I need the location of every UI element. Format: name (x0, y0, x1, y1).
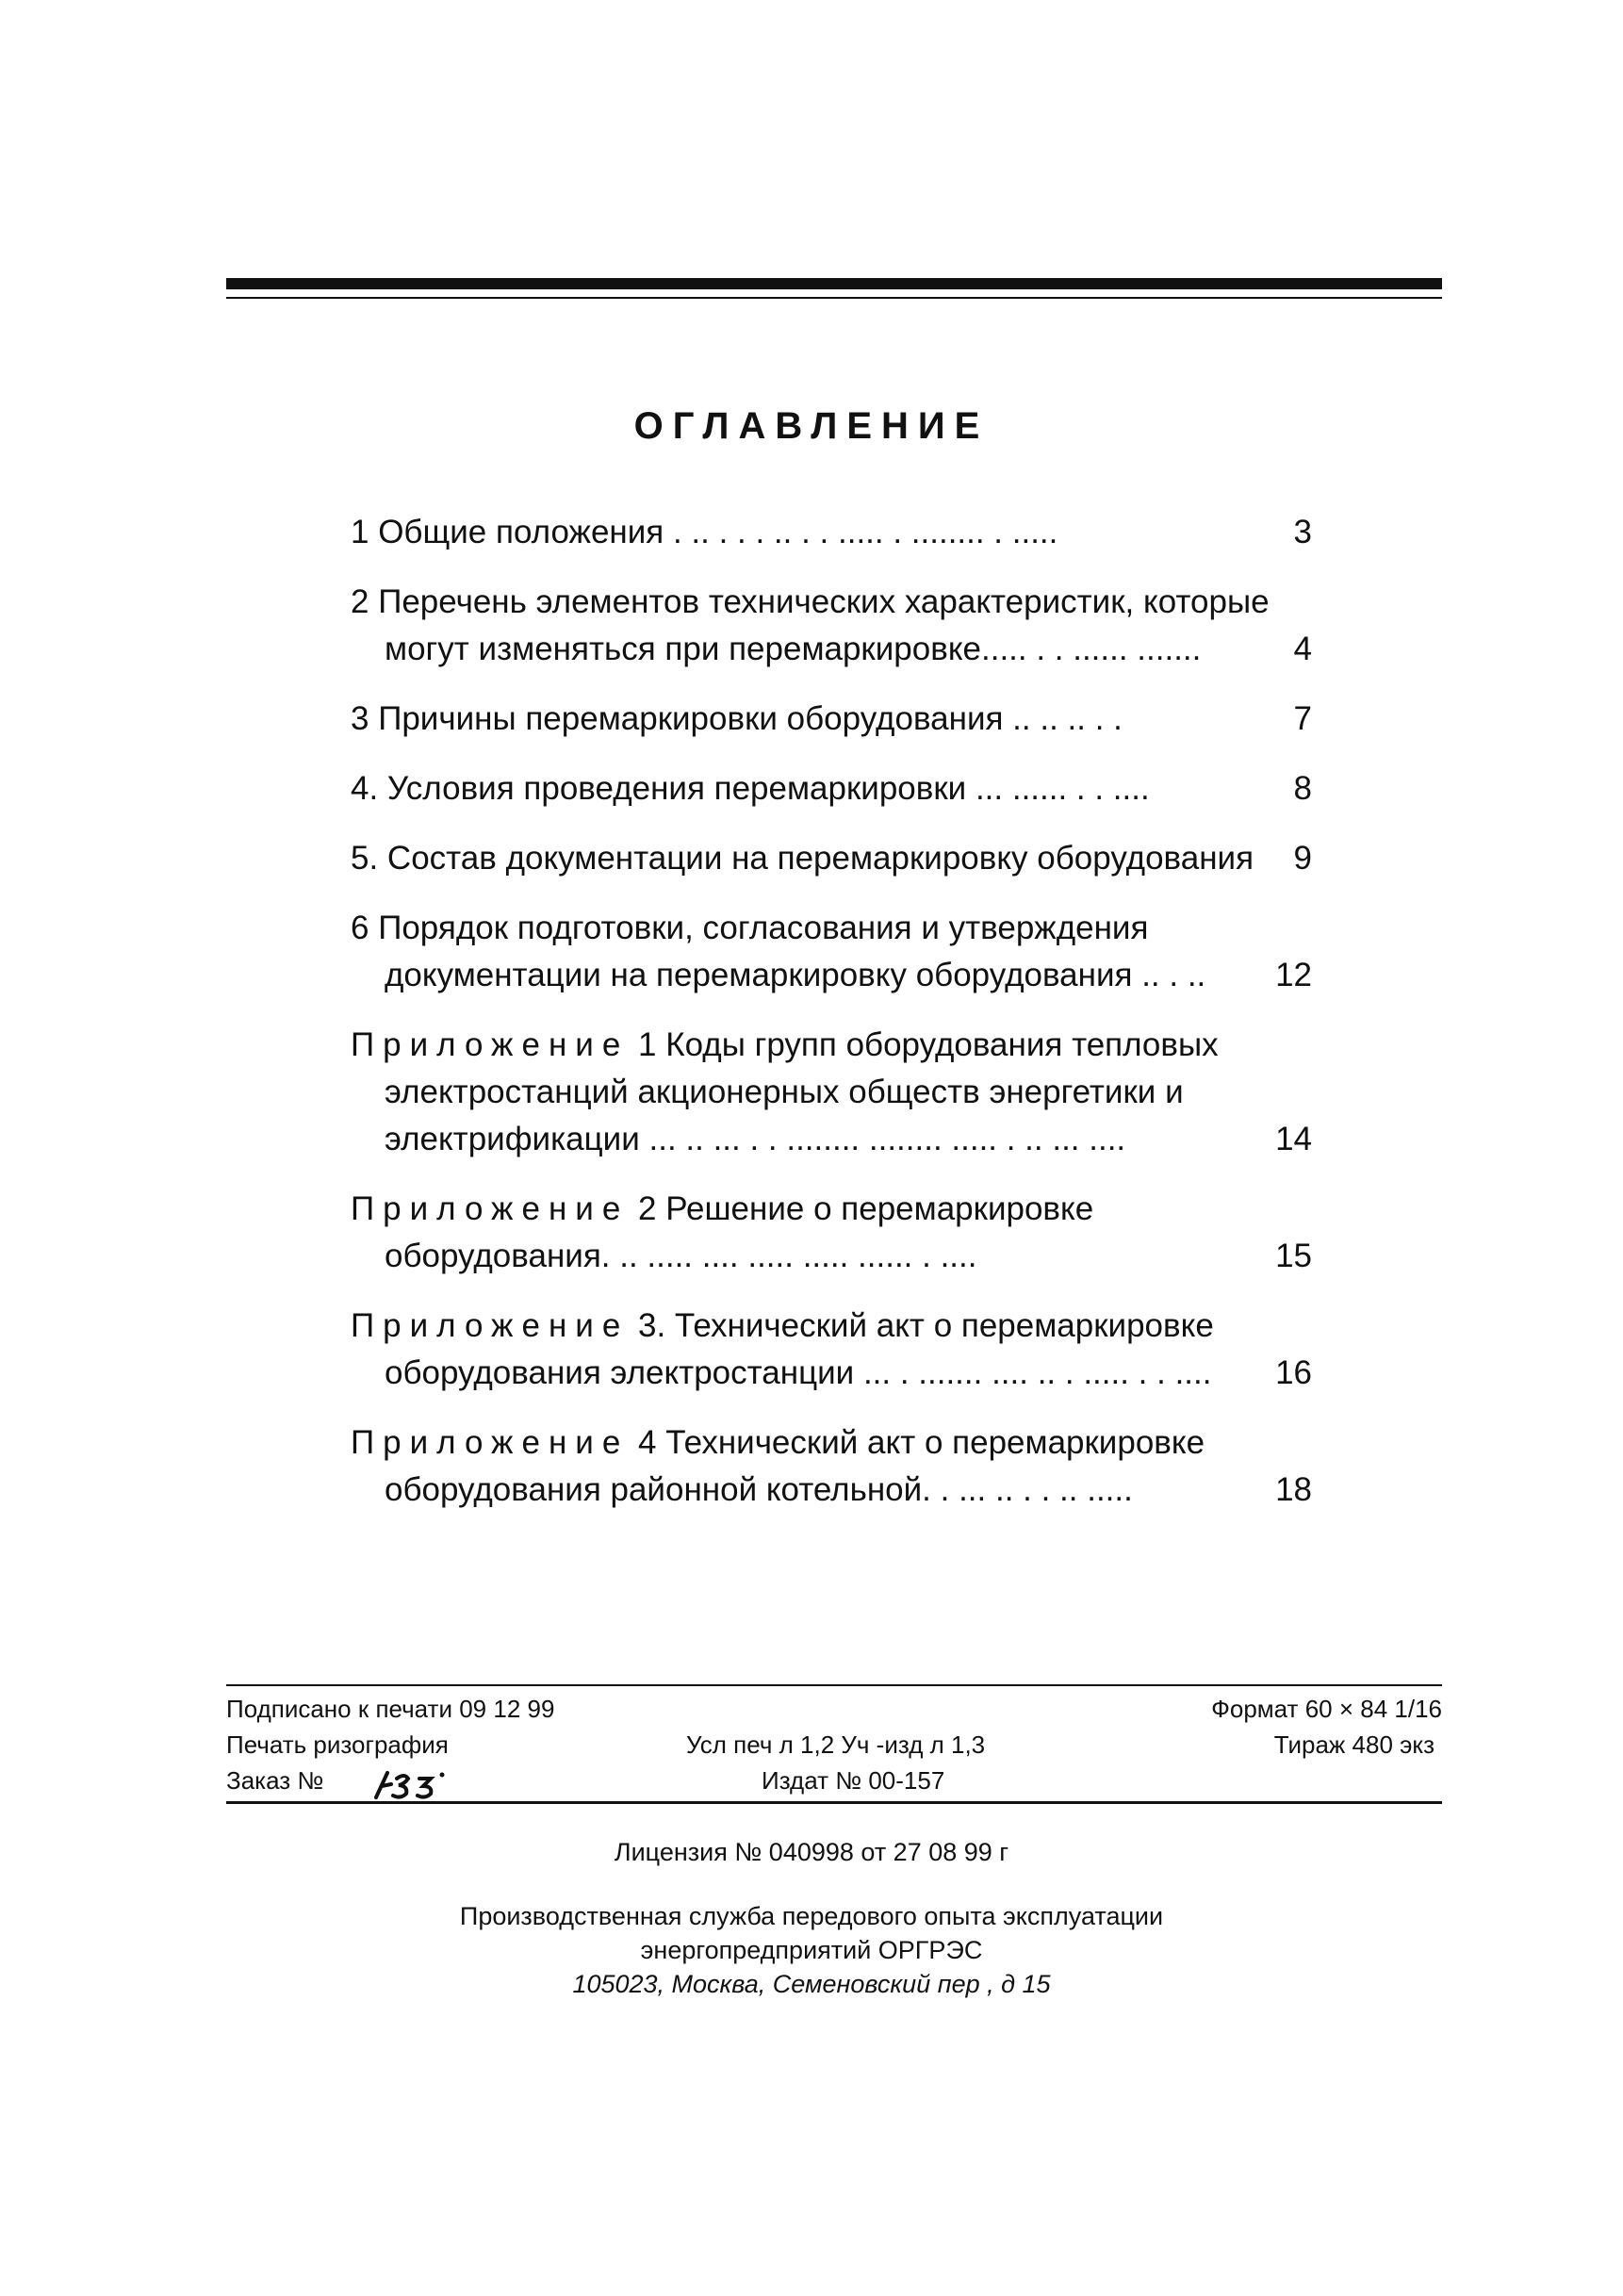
appendix-label: Приложение (351, 1026, 630, 1063)
appendix-label: Приложение (351, 1307, 630, 1344)
toc-entry-text: оборудования. .. ..... .... ..... ..... ...... . .... (385, 1238, 977, 1274)
toc-entry-text: оборудования электростанции ... . ....... .... .. . ..... . . .... (385, 1354, 1212, 1391)
toc-entry-text: 2 Перечень элементов технических характеристик, которые (351, 583, 1270, 620)
toc-appendix-3 (351, 1303, 1312, 1397)
toc-entry-page: 8 (1293, 770, 1312, 807)
toc-appendix-2 (351, 1186, 1312, 1280)
toc-entry-6 (351, 905, 1312, 999)
imprint-rule-top (226, 1684, 1442, 1686)
toc-entry-text: 4 Технический акт о перемаркировке (629, 1424, 1205, 1461)
toc-entry-text: 2 Решение о перемаркировке (629, 1190, 1094, 1227)
toc-entry-4 (351, 765, 1312, 812)
license-line: Лицензия № 040998 от 27 08 99 г (614, 1838, 1009, 1866)
top-rule-thick (226, 278, 1442, 289)
toc-appendix-4 (351, 1419, 1312, 1514)
toc-entry-page: 14 (1275, 1121, 1312, 1157)
toc-entry-5 (351, 835, 1312, 882)
toc-entry-text: 4. Условия проведения перемаркировки ... ...... . . .... (351, 770, 1150, 807)
toc-entry-text: документации на перемаркировку оборудования .. . .. (385, 957, 1206, 993)
appendix-label: Приложение (351, 1190, 630, 1227)
toc-entry-text: электрификации ... .. ... . . ........ ........ ..... . .. ... .... (385, 1121, 1126, 1157)
toc-entry-text: могут изменяться при перемаркировке..... . . ...... ....... (385, 631, 1202, 667)
imprint-print-type: Печать ризография (226, 1730, 449, 1759)
toc-entry-3 (351, 696, 1312, 743)
publisher-address: 105023, Москва, Семеновский пер , д 15 (572, 1970, 1051, 1998)
publisher-line-1: Производственная служба передового опыта эксплуатации (459, 1902, 1164, 1930)
toc-entry-page: 7 (1293, 700, 1312, 737)
toc-entry-text: 3. Технический акт о перемаркировке (629, 1307, 1214, 1344)
toc-entry-text: 5. Состав документации на перемаркировку оборудования (351, 840, 1254, 877)
toc-entry-page: 4 (1293, 631, 1312, 667)
toc-entry-text: 6 Порядок подготовки, согласования и утверждения (351, 910, 1149, 946)
imprint-format: Формат 60 × 84 1/16 (1211, 1695, 1442, 1723)
toc-entry-2 (351, 579, 1312, 673)
toc-entry-text: 3 Причины перемаркировки оборудования .. .. .. . . (351, 700, 1123, 737)
toc-entry-page: 12 (1275, 957, 1312, 993)
imprint-run: Тираж 480 экз (1273, 1730, 1434, 1759)
toc-entry-page: 15 (1275, 1238, 1312, 1274)
toc-entry-text: 1 Коды групп оборудования тепловых (629, 1026, 1219, 1063)
top-rule-thin (226, 297, 1442, 299)
toc-entry-page: 18 (1275, 1471, 1312, 1508)
imprint-signed: Подписано к печати 09 12 99 (226, 1695, 555, 1723)
imprint-order-label: Заказ № (226, 1766, 324, 1795)
toc-entry-page: 3 (1293, 514, 1312, 550)
publisher-line-2: энергопредприятий ОРГРЭС (640, 1936, 983, 1964)
toc-appendix-1 (351, 1022, 1312, 1163)
toc-entry-page: 16 (1275, 1354, 1312, 1391)
table-of-contents (351, 509, 1312, 1536)
imprint-publ-no: Издат № 00-157 (762, 1766, 945, 1795)
toc-entry-text: 1 Общие положения . .. . . . .. . . ..... . ........ . ..... (351, 514, 1058, 550)
handwritten-signature-icon (370, 1769, 455, 1801)
toc-entry-page: 9 (1293, 840, 1312, 877)
imprint-sheets: Усл печ л 1,2 Уч -изд л 1,3 (686, 1730, 986, 1759)
toc-title: ОГЛАВЛЕНИЕ (633, 405, 990, 447)
toc-entry-1 (351, 509, 1312, 556)
appendix-label: Приложение (351, 1424, 630, 1461)
toc-entry-text: электростанций акционерных обществ энергетики и (385, 1074, 1184, 1110)
toc-entry-text: оборудования районной котельной. . ... .. . . .. ..... (385, 1471, 1133, 1508)
imprint-rule-bottom (226, 1801, 1442, 1804)
